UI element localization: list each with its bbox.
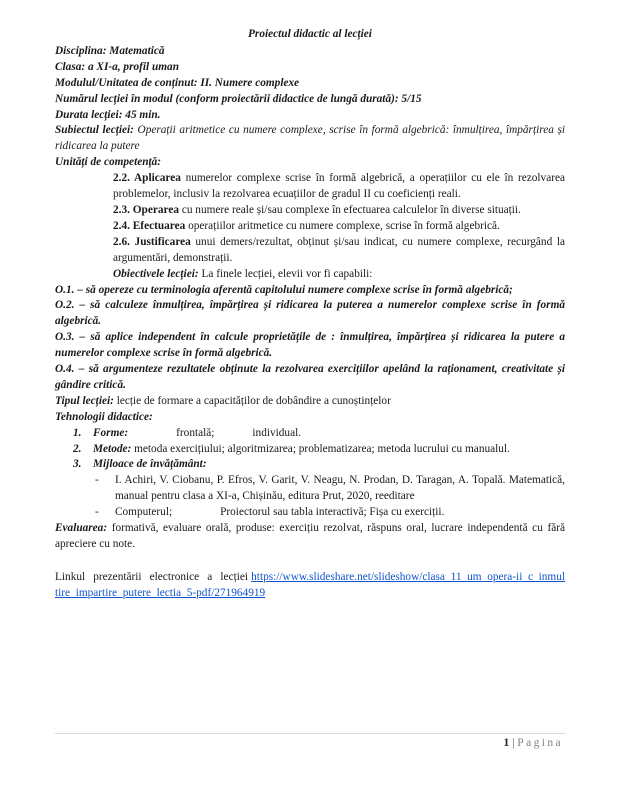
objective-item: O.4. – să argumenteze rezultatele obținute la rezolvarea exercițiilor apelând la raționament, creativitate și gândire critică. [55,363,565,391]
forms-content [93,426,301,442]
means-computer: Computerul; [115,506,173,519]
forms-individual: individual. [252,426,302,439]
lesson-type-value: lecție de formare a capacităților de dobândire a cunoștințelor [113,394,391,407]
technology-means [55,457,565,473]
module-info: Modulul/Unitatea de conținut: II. Numere complexe [55,76,300,89]
lesson-number: Numărul lecției în modul (conform proiectării didactice de lungă durată): 5/15 [55,92,422,105]
forms-frontal: frontală; [176,426,215,439]
methods-value: metoda exercițiului; algoritmizarea; problematizarea; metoda lucrului cu manualul. [131,442,510,455]
evaluation-value: formativă, evaluare orală, produse: exercițiu rezolvat, răspuns oral, lucrare independentă cu fără apreciere cu note. [55,522,565,550]
technology-methods [55,442,565,458]
competence-item [55,219,565,235]
competence-text: unui demers/rezultat, obținut și/sau indicat, cu numere complexe, recurgând la argumentări, demonstrații. [113,235,565,264]
evaluation-label: Evaluarea: [55,522,108,535]
page-label: Pagina [517,737,563,749]
presentation-link-paragraph [55,570,565,602]
competence-code: 2.3. Operarea [113,203,179,216]
means-item [55,505,565,521]
duration-label: Durata lecției [55,108,119,121]
competence-text: numerelor complexe scrise în formă algebrică, a operațiilor cu ele în rezolvarea problemelor, inclusiv la rezolvarea ecuațiilor de gradul II cu coeficienți reali. [113,172,565,201]
evaluation [55,521,565,553]
means-projector: Proiectorul sau tabla interactivă; Fișa cu exerciții. [220,506,445,519]
competences-heading: Unități de competență: [55,156,162,169]
duration-value: : 45 min. [118,108,161,121]
document-page [55,27,565,602]
technologies-heading: Tehnologii didactice: [55,410,153,423]
methods-content [93,442,510,458]
objective-item: O.3. – să aplice independent în calcule proprietățile de : înmulțirea, împărțirea și ridicarea la putere a numerelor complexe scrise în formă algebrică. [55,331,565,360]
technology-forms [55,426,565,442]
competence-code: 2.6. Justificarea [113,235,191,248]
means-equipment [115,505,565,521]
footer-divider [55,733,565,734]
lesson-type-label: Tipul lecției: [55,394,114,407]
subject-value: Operații aritmetice cu numere complexe, scrise în formă algebrică: înmulțirea, împărțirea și ridicarea la putere [55,124,566,153]
objectives-heading [55,267,565,283]
competence-item [55,203,565,219]
objective-item: O.2. – să calculeze înmulțirea, împărțirea și ridicarea la puterea a numerelor complexe scrise în formă algebrică. [55,299,565,328]
objective-item: O.1. – să opereze cu terminologia aferentă capitolului numere complexe scrise în formă algebrică; [55,283,513,296]
competence-code: 2.4. Efectuarea [113,219,186,232]
means-textbook: I. Achiri, V. Ciobanu, P. Efros, V. Garit, V. Neagu, N. Prodan, D. Taragan, A. Topală. Matematică, manual pentru clasa a XI-a, Chișinău, editura Prut, 2020, reeditare [115,474,565,503]
means-item [55,473,565,505]
list-number: 3. [73,458,82,471]
competence-code: 2.2. Aplicarea [113,172,181,185]
lesson-type [55,394,565,410]
list-number: 1. [73,426,82,439]
competence-item [55,171,565,203]
competence-item [55,235,565,267]
list-number: 2. [73,442,82,455]
footer-separator: | [509,737,518,749]
class-info: Clasa: a XI-a, profil uman [55,60,179,73]
methods-label: Metode: [93,442,132,455]
dash-bullet: - [95,506,99,519]
presentation-link[interactable]: https://www.slideshare.net/slideshow/clasa_11_um_opera-ii_c_inmultire_impartire_putere_lectia_5-pdf/271964919 [55,570,566,599]
page-footer [503,737,563,749]
discipline: Disciplina: Matematică [55,44,165,57]
subject [55,123,565,155]
page-number: 1 [503,737,510,749]
document-title: Proiectul didactic al lecției [248,28,372,40]
competence-text: cu numere reale și/sau complexe în efectuarea calculelor în diverse situații. [179,203,521,216]
technologies-list [55,426,565,521]
link-label: Linkul prezentării electronice a lecției [55,570,249,583]
subject-label: Subiectul lecției: [55,124,134,137]
objectives-label: Obiectivele lecției: [113,267,199,280]
forms-label: Forme: [93,426,129,439]
objectives-intro: La finele lecției, elevii vor fi capabili: [198,267,373,280]
competence-text: operațiilor aritmetice cu numere complexe, scrise în formă algebrică. [185,219,500,232]
dash-bullet: - [95,474,99,487]
means-label: Mijloace de învățământ: [93,458,207,471]
duration [55,108,565,124]
